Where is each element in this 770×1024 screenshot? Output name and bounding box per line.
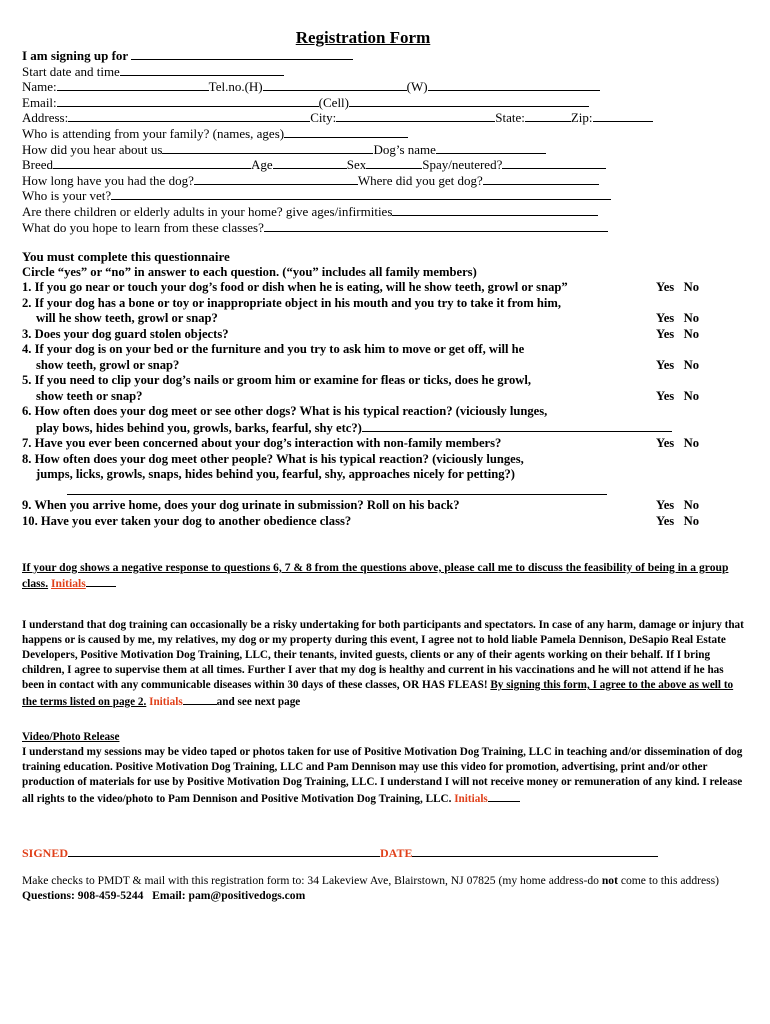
attending-label: Who is attending from your family? (names, ages)	[22, 125, 285, 141]
start-date-label: Start date and time	[22, 63, 120, 79]
question-6-answer-field[interactable]	[362, 420, 672, 432]
sex-label: Sex	[346, 157, 367, 173]
yes-option[interactable]: Yes	[656, 280, 675, 294]
question-2-text-cont: will he show teeth, growl or snap?	[36, 311, 218, 325]
question-1	[22, 280, 748, 296]
learn-field[interactable]	[264, 220, 608, 232]
address-row	[22, 110, 748, 126]
no-option[interactable]: No	[683, 436, 700, 450]
children-row	[22, 204, 748, 220]
question-3-answer[interactable]	[656, 327, 706, 343]
question-1-text: 1. If you go near or touch your dog’s food or dish when he is eating, will he show teeth, growl or snap”	[22, 280, 568, 294]
signing-up-row	[22, 48, 748, 64]
yes-option[interactable]: Yes	[656, 357, 675, 372]
breed-row	[22, 157, 748, 173]
question-2-answer[interactable]	[656, 311, 706, 327]
work-label: (W)	[406, 79, 428, 95]
how-long-row	[22, 173, 748, 189]
children-field[interactable]	[392, 204, 598, 216]
signature-field[interactable]	[68, 845, 380, 857]
learn-row	[22, 220, 748, 236]
learn-label: What do you hope to learn from these classes?	[22, 219, 264, 235]
question-4-text: 4. If your dog is on your bed or the furniture and you try to ask him to move or get off, will he	[22, 342, 525, 356]
signature-row	[22, 845, 748, 861]
question-1-answer[interactable]	[656, 280, 706, 296]
where-label: Where did you get dog?	[357, 172, 483, 188]
no-option[interactable]: No	[683, 513, 700, 528]
questionnaire	[22, 249, 748, 529]
cell-label: (Cell)	[318, 94, 349, 110]
group-class-notice	[22, 560, 748, 591]
where-field[interactable]	[483, 173, 599, 185]
yes-option[interactable]: Yes	[656, 388, 675, 403]
question-6-text-cont-label: play bows, hides behind you, growls, barks, fearful, shy etc?)	[36, 420, 362, 435]
email-label: Email:	[22, 94, 57, 110]
liability-text: I understand that dog training can occasionally be a risky undertaking for both participants and spectators. In case of any harm, damage or injury that happens or is caused by me, my relatives, my dog or my property during this event, I agree not to hold liable Pamela Dennison, DeSapio Real Estate Developers, Positive Motivation Dog Training, LLC, their tenants, invited guests, clients or any of their agents working on their behalf. If I bring children, I agree to supervise them at all times. Further I aver that my dog is healthy and current in his vaccinations and he will not attend if he has been in contact with any communicable diseases within 30 days of these classes, OR HAS FLEAS!	[22, 619, 744, 691]
hear-label: How did you hear about us	[22, 141, 163, 157]
question-7	[22, 436, 748, 452]
notice-text: If your dog shows a negative response to questions 6, 7 & 8 from the questions above, please call me to discuss the feasibility of being in a group class.	[22, 561, 729, 590]
no-option[interactable]: No	[683, 357, 700, 372]
state-field[interactable]	[525, 110, 571, 122]
notice-initials-field[interactable]	[86, 575, 116, 587]
notice-initials-label: Initials	[51, 577, 86, 590]
release-text: I understand my sessions may be video taped or photos taken for use of Positive Motivation Dog Training, LLC in teaching and/or dissemination of dog training education. Positive Motivation Dog Training, LLC and Pam Dennison may use this video for promotion, advertising, print and/or other production of materials for use by Positive Motivation Dog Training, LLC. I understand I will not receive money or remuneration of any kind. I release all rights to the video/photo to Pam Dennison and Positive Motivation Dog Training, LLC.	[22, 746, 743, 805]
liability-initials-field[interactable]	[183, 693, 217, 705]
tel-label: Tel.no.(H)	[208, 79, 263, 95]
question-5-text: 5. If you need to clip your dog’s nails or groom him or examine for fleas or ticks, does he growl,	[22, 373, 531, 387]
release-initials-label: Initials	[454, 793, 488, 805]
name-field[interactable]	[57, 79, 209, 91]
spay-label: Spay/neutered?	[422, 157, 503, 173]
age-label: Age	[251, 157, 273, 173]
how-long-label: How long have you had the dog?	[22, 172, 194, 188]
question-7-text: 7. Have you ever been concerned about your dog’s interaction with non-family members?	[22, 436, 502, 450]
vet-row	[22, 188, 748, 204]
children-label: Are there children or elderly adults in your home? give ages/infirmities	[22, 203, 393, 219]
attending-field[interactable]	[284, 126, 408, 138]
yes-option[interactable]: Yes	[656, 326, 675, 341]
question-7-answer[interactable]	[656, 436, 706, 452]
question-4-text-cont: show teeth, growl or snap?	[36, 357, 180, 372]
yes-option[interactable]: Yes	[656, 311, 675, 325]
question-6-text-cont	[22, 420, 638, 437]
questionnaire-heading: You must complete this questionnaire	[22, 249, 230, 264]
release-heading: Video/Photo Release	[22, 731, 120, 743]
breed-label: Breed	[22, 157, 54, 173]
yes-option[interactable]: Yes	[656, 436, 675, 450]
no-option[interactable]: No	[683, 311, 700, 325]
contact-email: Email: pam@positivedogs.com	[152, 889, 306, 902]
question-8-answer-field[interactable]	[67, 483, 607, 495]
cell-field[interactable]	[349, 95, 589, 107]
attending-row	[22, 126, 748, 142]
question-9-answer[interactable]	[656, 498, 706, 514]
zip-field[interactable]	[593, 110, 653, 122]
date-label: DATE	[380, 846, 413, 860]
email-row	[22, 95, 748, 111]
question-10-answer[interactable]	[656, 514, 706, 530]
question-10-text: 10. Have you ever taken your dog to another obedience class?	[22, 513, 352, 528]
question-9	[22, 498, 748, 514]
dogs-name-field[interactable]	[436, 142, 546, 154]
hear-row	[22, 142, 748, 158]
dogs-name-label: Dog’s name	[373, 141, 436, 157]
question-2-text: 2. If your dog has a bone or toy or inappropriate object in his mouth and you try to take it from him,	[22, 295, 562, 310]
start-date-row	[22, 64, 748, 80]
question-10	[22, 514, 748, 530]
liability-after-text: and see next page	[216, 696, 301, 708]
address-label: Address:	[22, 110, 69, 126]
date-field[interactable]	[412, 845, 658, 857]
question-6	[22, 404, 748, 436]
question-2	[22, 296, 748, 327]
start-date-field[interactable]	[120, 64, 284, 76]
question-3-text: 3. Does your dog guard stolen objects?	[22, 326, 229, 341]
yes-option[interactable]: Yes	[656, 498, 675, 512]
name-label: Name:	[22, 79, 57, 95]
zip-label: Zip:	[570, 110, 593, 126]
age-field[interactable]	[273, 157, 347, 169]
question-4	[22, 342, 748, 373]
how-long-field[interactable]	[194, 173, 358, 185]
city-field[interactable]	[336, 110, 495, 122]
question-8-answer-row	[22, 483, 638, 499]
questionnaire-instructions: Circle “yes” or “no” in answer to each question. (“you” includes all family members)	[22, 264, 477, 279]
address-field[interactable]	[68, 110, 310, 122]
question-5-answer[interactable]	[656, 389, 706, 405]
checks-not: not	[601, 874, 618, 887]
breed-field[interactable]	[53, 157, 251, 169]
question-5	[22, 373, 748, 404]
vet-label: Who is your vet?	[22, 188, 112, 204]
vet-field[interactable]	[111, 188, 611, 200]
question-8-text-cont: jumps, licks, growls, snaps, hides behind you, fearful, shy, approaches nicely for petting?)	[36, 467, 515, 481]
payment-instructions	[22, 873, 748, 903]
no-option[interactable]: No	[683, 498, 700, 512]
question-9-text: 9. When you arrive home, does your dog urinate in submission? Roll on his back?	[22, 498, 460, 512]
video-photo-release	[22, 730, 748, 807]
liability-initials-label: Initials	[149, 696, 183, 708]
checks-text: Make checks to PMDT & mail with this registration form to: 34 Lakeview Ave, Blairstown, NJ 07825 (my home address-do	[22, 874, 599, 887]
questions-phone: Questions: 908-459-5244	[22, 889, 144, 902]
question-5-text-cont: show teeth or snap?	[36, 388, 143, 403]
question-6-text: 6. How often does your dog meet or see other dogs? What is his typical reaction? (viciously lunges,	[22, 404, 548, 418]
no-option[interactable]: No	[683, 280, 700, 294]
no-option[interactable]: No	[683, 388, 700, 403]
spay-field[interactable]	[502, 157, 606, 169]
name-row	[22, 79, 748, 95]
release-initials-field[interactable]	[488, 790, 520, 802]
question-8	[22, 452, 748, 499]
signing-up-field[interactable]	[131, 48, 353, 60]
page-title: Registration Form	[295, 28, 431, 47]
signed-label: SIGNED	[22, 846, 69, 860]
question-3	[22, 327, 748, 343]
work-field[interactable]	[428, 79, 600, 91]
tel-field[interactable]	[263, 79, 407, 91]
question-4-answer[interactable]	[656, 358, 706, 374]
question-8-text: 8. How often does your dog meet other people? What is his typical reaction? (viciously lunges,	[22, 451, 524, 466]
sex-field[interactable]	[366, 157, 422, 169]
city-label: City:	[310, 110, 337, 126]
no-option[interactable]: No	[683, 326, 700, 341]
signing-up-label: I am signing up for	[22, 48, 128, 63]
hear-field[interactable]	[162, 142, 373, 154]
state-label: State:	[495, 110, 525, 126]
registration-fields	[22, 48, 748, 235]
checks-text-cont: come to this address)	[620, 874, 720, 887]
email-field[interactable]	[57, 95, 319, 107]
yes-option[interactable]: Yes	[656, 513, 675, 528]
liability-signing-text: By signing this form, I agree to the above as well to the terms listed on page 2.	[22, 679, 734, 708]
liability-waiver	[22, 618, 748, 710]
